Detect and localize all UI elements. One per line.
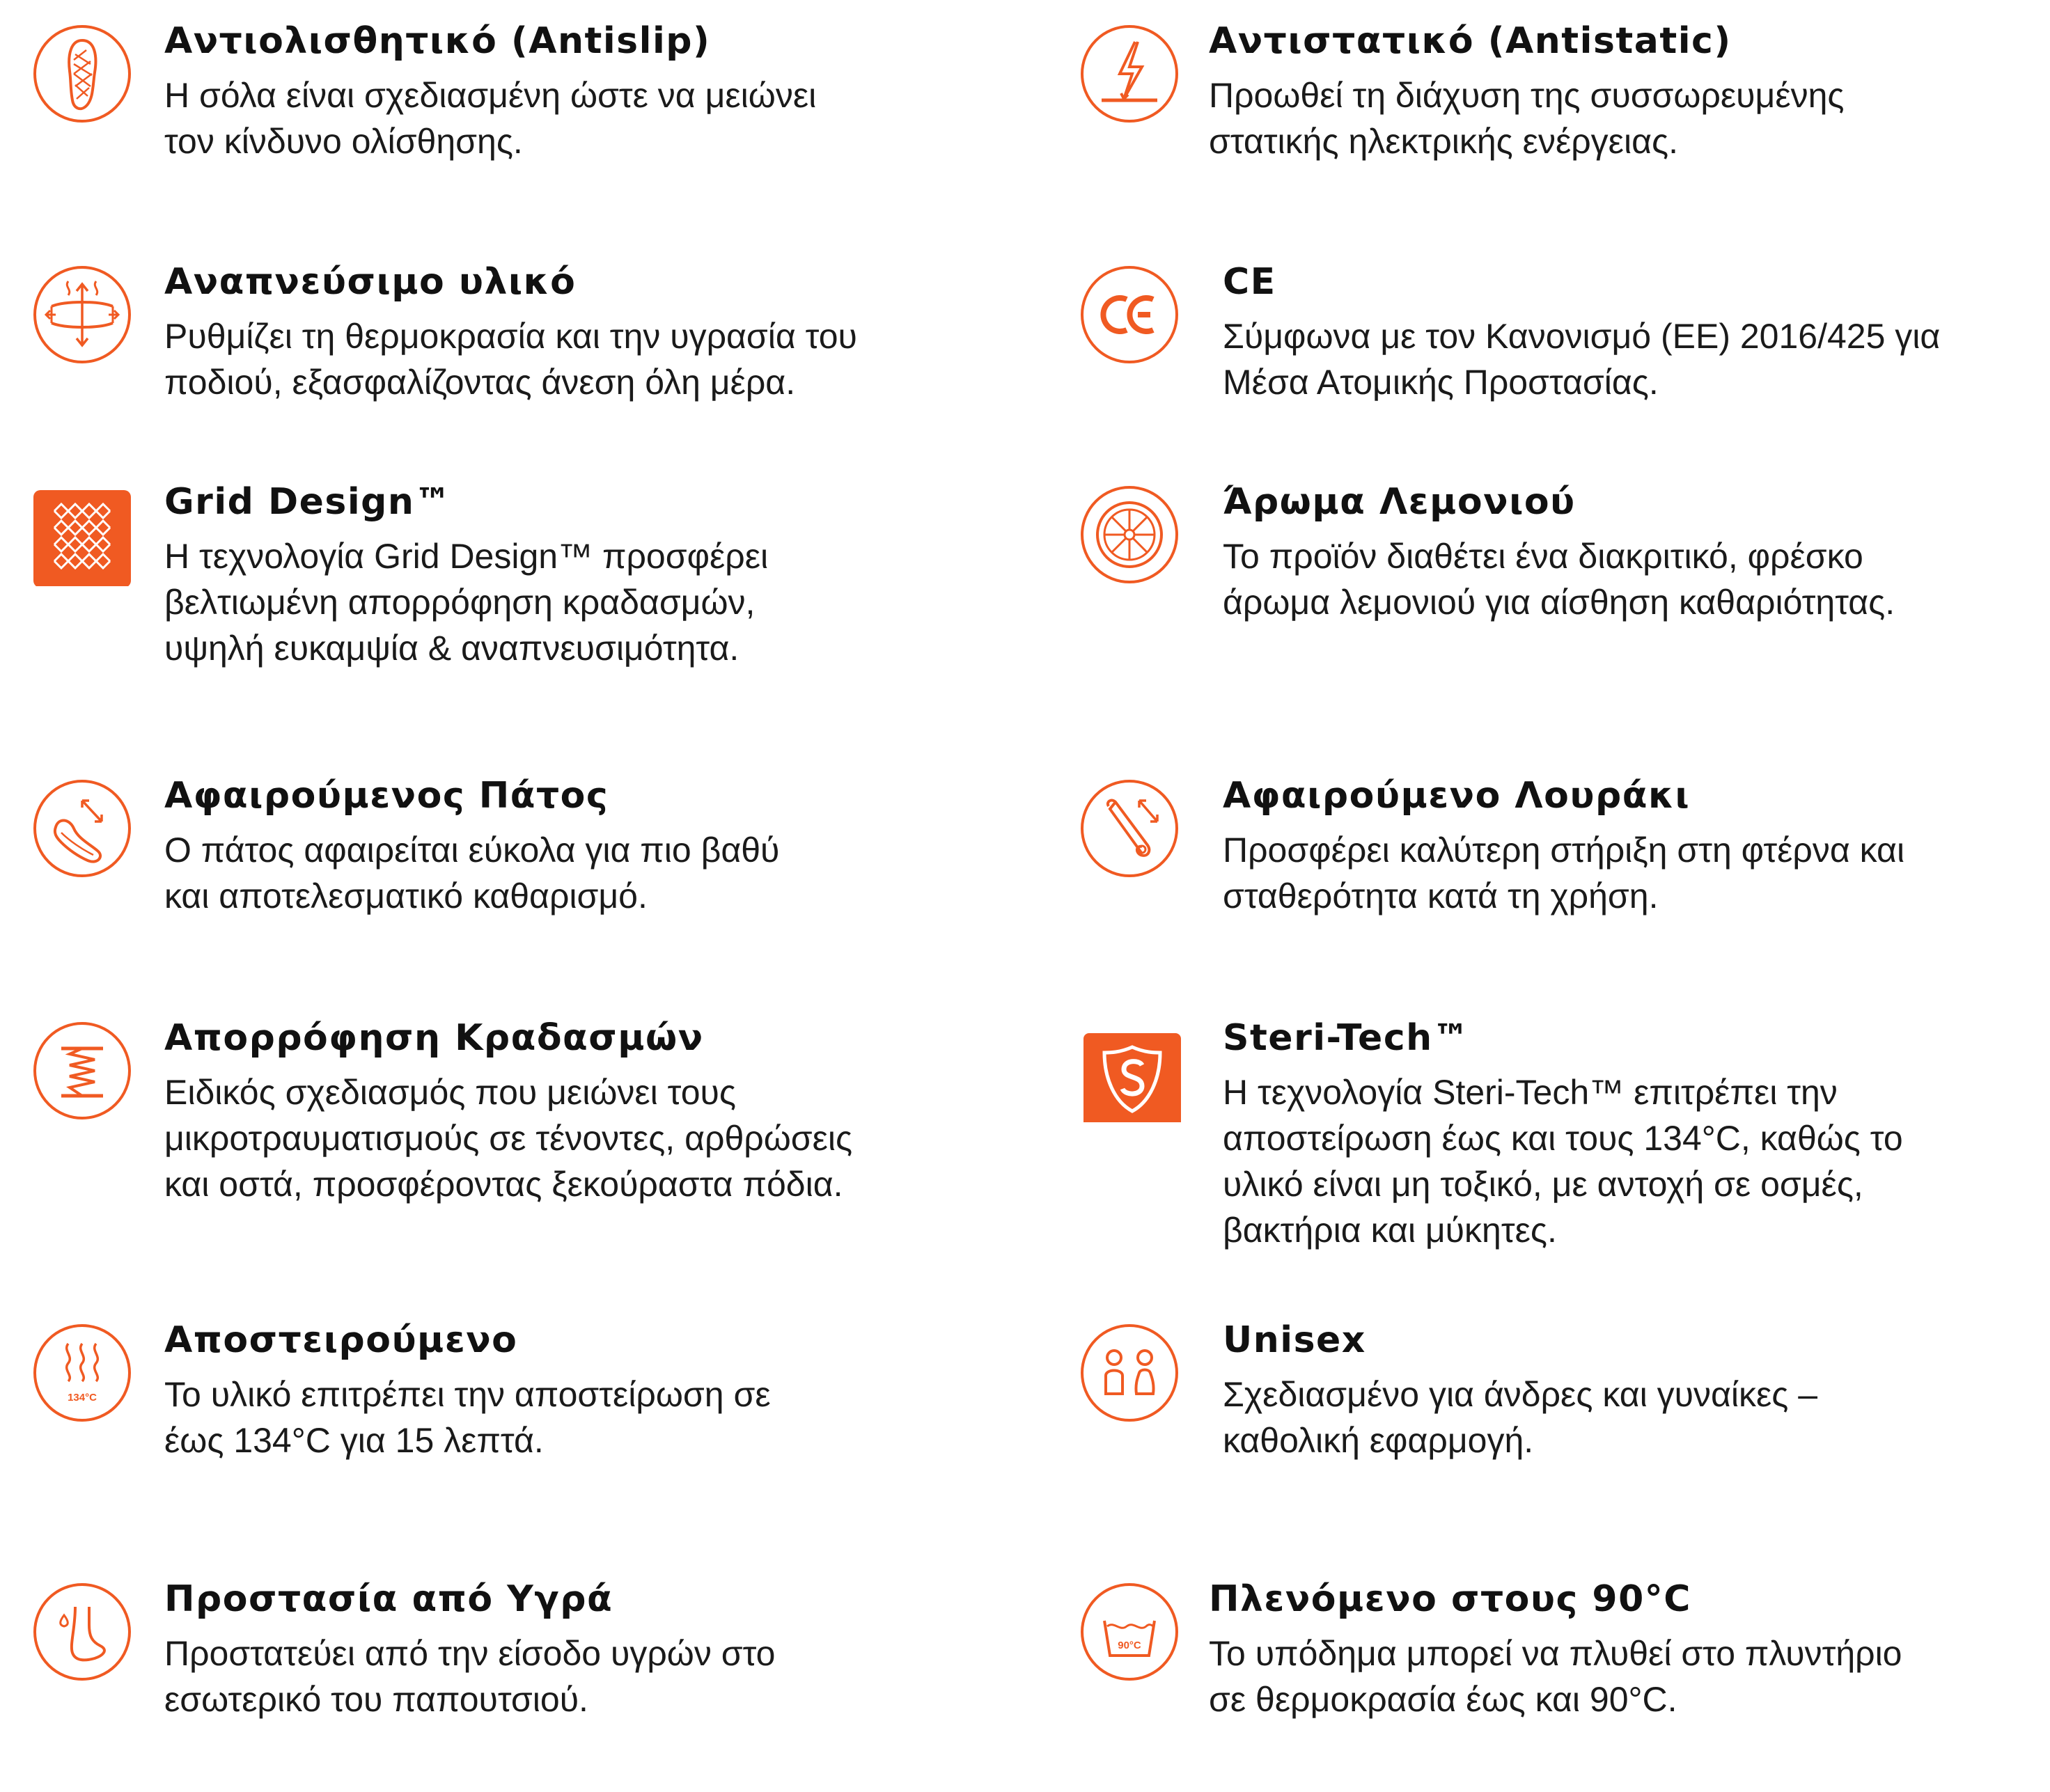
description-line: Σύμφωνα με τον Κανονισμό (ΕΕ) 2016/425 για bbox=[1223, 317, 1941, 356]
male-female-icon bbox=[1078, 1321, 1181, 1424]
feature-title: Πλενόμενο στους 90°C bbox=[1209, 1578, 1691, 1620]
description-line: μικροτραυματισμούς σε τένοντες, αρθρώσεις bbox=[164, 1119, 853, 1158]
feature-description bbox=[164, 1630, 775, 1722]
feature-description bbox=[1223, 1371, 1817, 1463]
feature-description bbox=[1223, 313, 1940, 405]
feature-title: Αφαιρούμενο Λουράκι bbox=[1223, 775, 1691, 817]
feature-title: CE bbox=[1223, 261, 1276, 303]
feature-description bbox=[1223, 533, 1895, 625]
lemon-slice-icon bbox=[1078, 483, 1181, 586]
description-line: Προωθεί τη διάχυση της συσσωρευμένης bbox=[1209, 76, 1845, 115]
feature-description bbox=[164, 72, 816, 164]
description-line: βελτιωμένη απορρόφηση κραδασμών, bbox=[164, 583, 756, 622]
feature-title: Αναπνεύσιμο υλικό bbox=[164, 261, 577, 303]
description-line: Το προϊόν διαθέτει ένα διακριτικό, φρέσκο bbox=[1223, 537, 1863, 576]
feature-description bbox=[1223, 827, 1904, 919]
feature-title: Steri-Tech™ bbox=[1223, 1017, 1471, 1059]
feature-description bbox=[164, 313, 857, 405]
description-line: Το υπόδημα μπορεί να πλυθεί στο πλυντήριο bbox=[1209, 1634, 1902, 1673]
description-line: Η τεχνολογία Grid Design™ προσφέρει bbox=[164, 537, 769, 576]
ce-mark-icon bbox=[1078, 263, 1181, 366]
description-line: σε θερμοκρασία έως και 90°C. bbox=[1209, 1680, 1677, 1719]
feature-description bbox=[1209, 1630, 1902, 1722]
description-line: Σχεδιασμένο για άνδρες και γυναίκες – bbox=[1223, 1375, 1818, 1414]
feature-title: Αποστειρούμενο bbox=[164, 1319, 518, 1361]
description-line: Ειδικός σχεδιασμός που μειώνει τους bbox=[164, 1073, 736, 1112]
description-line: καθολική εφαρμογή. bbox=[1223, 1421, 1534, 1460]
description-line: αποστείρωση έως και τους 134°C, καθώς το bbox=[1223, 1119, 1903, 1158]
breathable-material-icon bbox=[31, 263, 134, 366]
feature-title: Grid Design™ bbox=[164, 481, 452, 523]
description-line: σταθερότητα κατά τη χρήση. bbox=[1223, 877, 1659, 915]
feature-title: Unisex bbox=[1223, 1319, 1366, 1361]
description-line: έως 134°C για 15 λεπτά. bbox=[164, 1421, 544, 1460]
lightning-bolt-icon bbox=[1078, 22, 1181, 125]
description-line: και οστά, προσφέροντας ξεκούραστα πόδια. bbox=[164, 1165, 843, 1204]
description-line: Το υλικό επιτρέπει την αποστείρωση σε bbox=[164, 1375, 771, 1414]
feature-title: Αντιολισθητικό (Antislip) bbox=[164, 20, 711, 62]
feature-title: Αντιστατικό (Antistatic) bbox=[1209, 20, 1732, 62]
description-line: και αποτελεσματικό καθαρισμό. bbox=[164, 877, 648, 915]
temperature-label: 90°C bbox=[1118, 1640, 1141, 1651]
description-line: Η τεχνολογία Steri-Tech™ επιτρέπει την bbox=[1223, 1073, 1838, 1112]
feature-description bbox=[164, 1371, 771, 1463]
feature-description bbox=[1209, 72, 1845, 164]
grid-pattern-icon bbox=[31, 483, 134, 586]
description-line: τον κίνδυνο ολίσθησης. bbox=[164, 122, 523, 161]
feature-description bbox=[1223, 1069, 1903, 1253]
description-line: άρωμα λεμονιού για αίσθηση καθαριότητας. bbox=[1223, 583, 1895, 622]
description-line: Προσφέρει καλύτερη στήριξη στη φτέρνα και bbox=[1223, 831, 1905, 870]
feature-title: Απορρόφηση Κραδασμών bbox=[164, 1017, 704, 1059]
description-line: βακτήρια και μύκητες. bbox=[1223, 1211, 1557, 1250]
feature-description bbox=[164, 1069, 852, 1207]
feature-title: Προστασία από Υγρά bbox=[164, 1578, 613, 1620]
description-line: υλικό είναι μη τοξικό, με αντοχή σε οσμές, bbox=[1223, 1165, 1863, 1204]
description-line: Ο πάτος αφαιρείται εύκολα για πιο βαθύ bbox=[164, 831, 780, 870]
wash-tub-icon bbox=[1078, 1580, 1181, 1683]
feature-description bbox=[164, 533, 768, 671]
droplet-foot-icon bbox=[31, 1580, 134, 1683]
sole-tread-icon bbox=[31, 22, 134, 125]
description-line: υψηλή ευκαμψία & αναπνευσιμότητα. bbox=[164, 629, 740, 668]
feature-title: Άρωμα Λεμονιού bbox=[1223, 481, 1576, 523]
description-line: Ρυθμίζει τη θερμοκρασία και την υγρασία του bbox=[164, 317, 857, 356]
spring-icon bbox=[31, 1019, 134, 1122]
removable-insole-icon bbox=[31, 777, 134, 880]
description-line: ποδιού, εξασφαλίζοντας άνεση όλη μέρα. bbox=[164, 363, 796, 402]
feature-description bbox=[164, 827, 779, 919]
description-line: Προστατεύει από την είσοδο υγρών στο bbox=[164, 1634, 776, 1673]
description-line: εσωτερικό του παπουτσιού. bbox=[164, 1680, 588, 1719]
description-line: Η σόλα είναι σχεδιασμένη ώστε να μειώνει bbox=[164, 76, 817, 115]
feature-title: Αφαιρούμενος Πάτος bbox=[164, 775, 609, 817]
description-line: Μέσα Ατομικής Προστασίας. bbox=[1223, 363, 1659, 402]
temperature-label: 134°C bbox=[68, 1392, 97, 1404]
description-line: στατικής ηλεκτρικής ενέργειας. bbox=[1209, 122, 1678, 161]
removable-strap-icon bbox=[1078, 777, 1181, 880]
steri-tech-shield-icon bbox=[1078, 1019, 1181, 1122]
heat-waves-icon bbox=[31, 1321, 134, 1424]
